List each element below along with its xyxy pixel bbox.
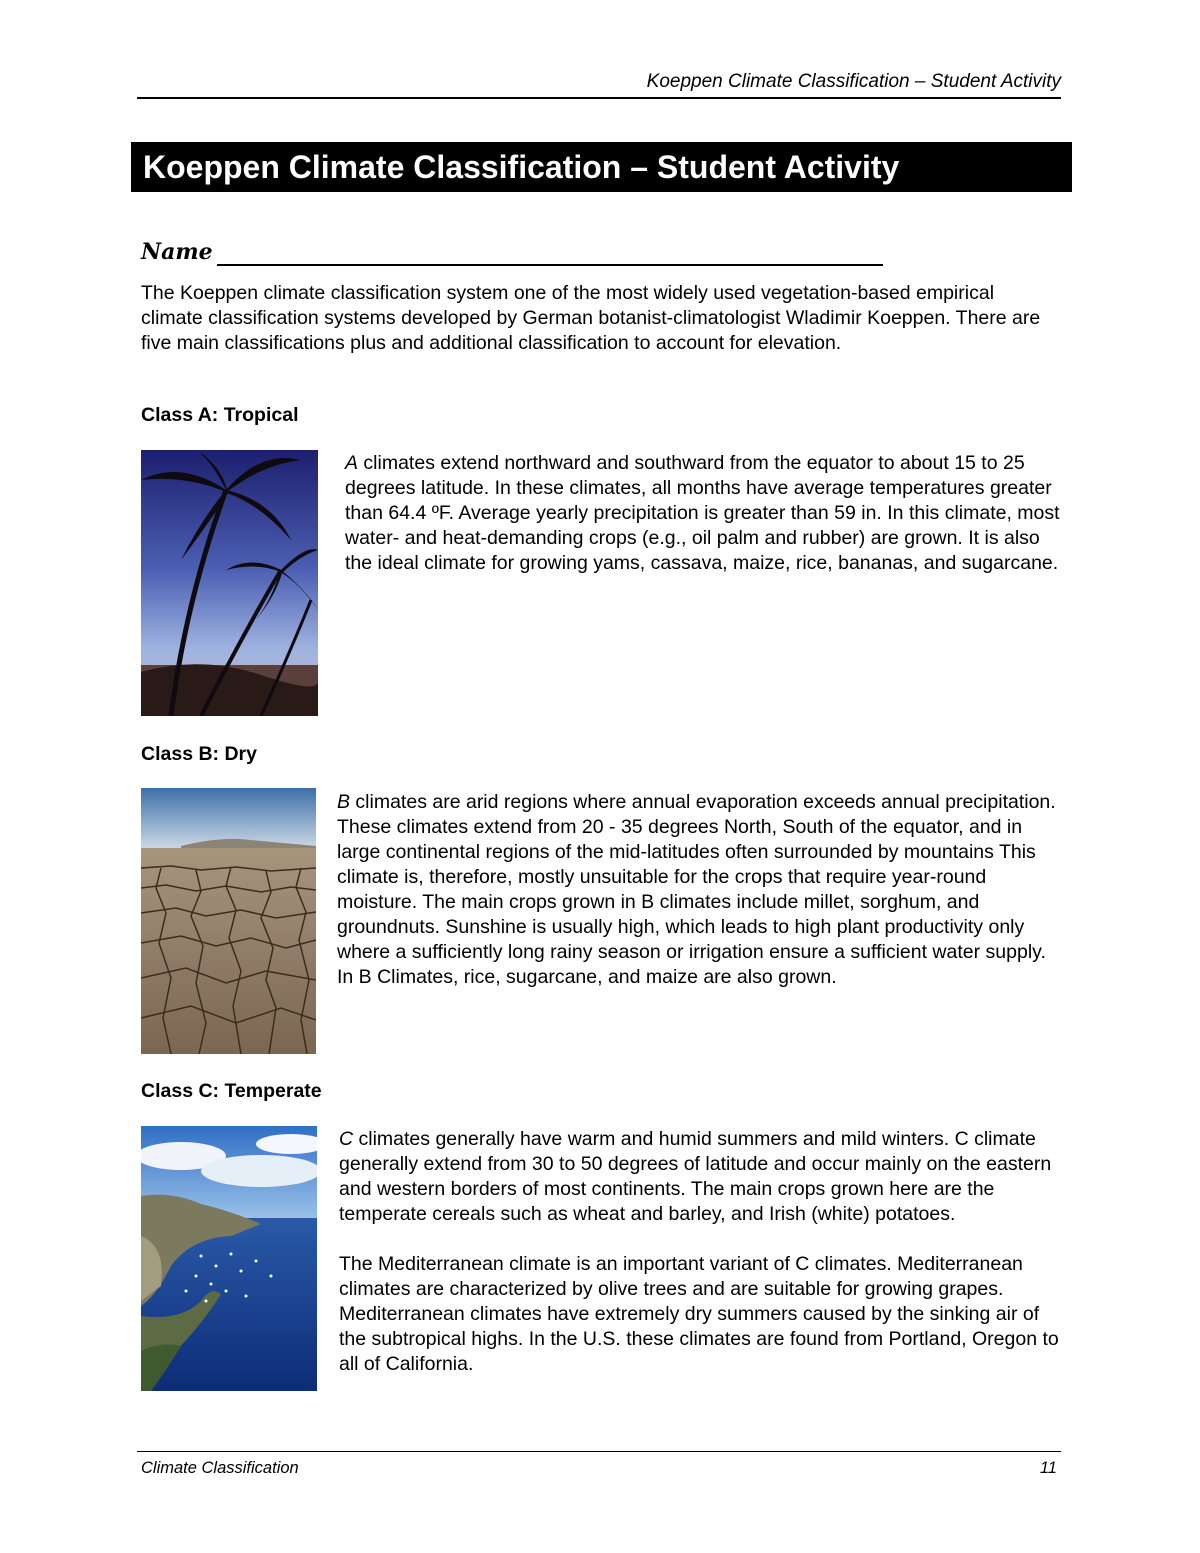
temperate-coastal-bay-photo [141,1126,317,1391]
footer-title: Climate Classification [141,1459,299,1477]
lead-letter-c: C [339,1128,354,1150]
page-title: Koeppen Climate Classification – Student Activity [131,142,1072,192]
lead-letter-a: A [345,452,359,474]
section-title-tropical: Class A: Tropical [141,404,299,426]
temperate-paragraph-2: The Mediterranean climate is an important variant of C climates. Mediterranean climates are characterized by olive trees and are suitable for growing grapes. Mediterranean climates have extremely dry summers caused by the sinking air of the subtropical highs. In the U.S. these climates are found from Portland, Oregon to all of California. [339,1253,1059,1375]
dry-description: B climates are arid regions where annual evaporation exceeds annual precipitation. These climates extend from 20 - 35 degrees North, South of the equator, and in large continental regions of the mid-latitudes often surrounded by mountains This climate is, therefore, mostly unsuitable for the crops that require year-round moisture. The main crops grown in B climates include millet, sorghum, and groundnuts. Sunshine is usually high, which leads to high plant productivity only where a sufficiently long rainy season or irrigation ensure a sufficient water supply. In B Climates, rice, sugarcane, and maize are also grown. [337,791,1056,988]
temperate-description [339,1127,1061,1377]
intro-paragraph: The Koeppen climate classification system one of the most widely used vegetation-based empirical climate classification systems developed by German botanist-climatologist Wladimir Koeppen. There are five main classifications plus and additional classification to account for elevation. [141,282,1041,354]
running-header: Koeppen Climate Classification – Student Activity [137,70,1061,99]
running-footer [137,1451,1061,1478]
lead-letter-b: B [337,791,351,813]
section-title-temperate: Class C: Temperate [141,1080,322,1102]
temperate-paragraph-1: C climates generally have warm and humid summers and mild winters. C climate generally extend from 30 to 50 degrees of latitude and occur mainly on the eastern and western borders of most continents. The main crops grown here are the temperate cereals such as wheat and barley, and Irish (white) potatoes. [339,1128,1052,1225]
tropical-palm-trees-photo [141,450,318,716]
tropical-description: A climates extend northward and southward from the equator to about 15 to 25 degrees latitude. In these climates, all months have average temperatures greater than 64.4 ºF. Average yearly precipitation is greater than 59 in. In this climate, most water- and heat-demanding crops (e.g., oil palm and rubber) are grown. It is also the ideal climate for growing yams, cassava, maize, rice, bananas, and sugarcane. [345,452,1060,574]
dry-cracked-earth-photo [141,788,316,1054]
section-title-dry: Class B: Dry [141,743,257,765]
name-label: Name [141,239,213,265]
name-underline[interactable] [217,264,883,266]
page-number: 11 [1039,1459,1057,1477]
name-field[interactable] [141,238,886,268]
